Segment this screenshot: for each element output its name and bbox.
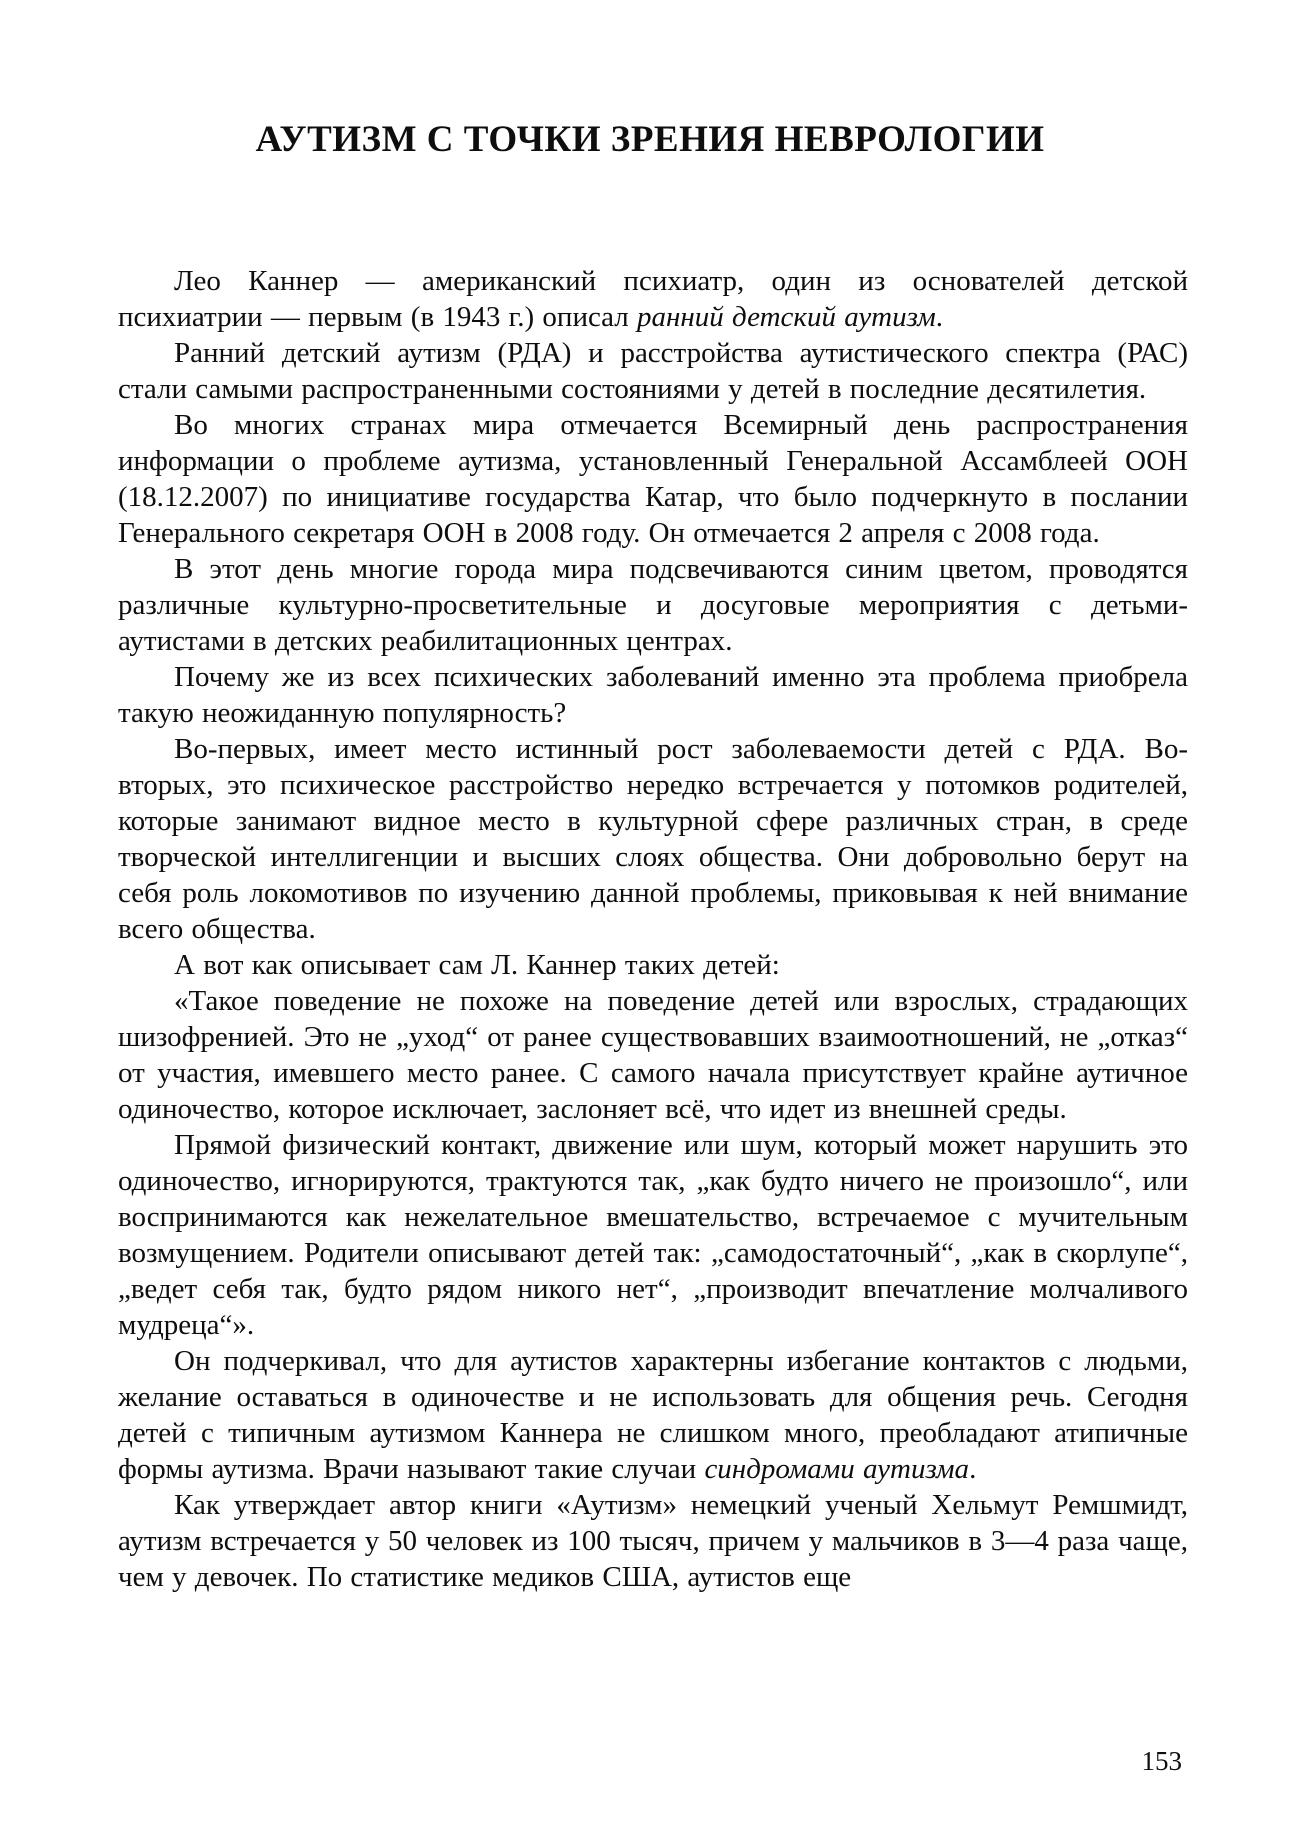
paragraph bbox=[118, 731, 1188, 947]
paragraph bbox=[118, 1343, 1188, 1487]
page-number: 153 bbox=[1141, 1746, 1182, 1776]
paragraph bbox=[118, 1127, 1188, 1343]
paragraph bbox=[118, 551, 1188, 659]
paragraph bbox=[118, 983, 1188, 1127]
paragraph bbox=[118, 263, 1188, 335]
text-segment: Он подчеркивал, что для аутистов характерны избегание контактов с людьми, желание оставаться в одиночестве и не использовать для общения речь. Сегодня детей с типичным аутизмом Каннера не слишком много, преобладают атипичные формы аутизма. Врачи называют такие случаи bbox=[118, 1345, 1188, 1485]
text-segment: А вот как описывает сам Л. Каннер таких детей: bbox=[174, 949, 780, 981]
text-segment: Прямой физический контакт, движение или шум, который может нарушить это одиночество, игнорируются, трактуются так, „как будто ничего не произошло“, или воспринимаются как нежелательное вмешательство, встречаемое с мучительным возмущением. Родители описывают детей так: „самодостаточный“, „как в скорлупе“, „ведет себя так, будто рядом никого нет“, „производит впечатление молчаливого мудреца“». bbox=[118, 1129, 1188, 1341]
text-segment: Во многих странах мира отмечается Всемирный день распространения информации о проблеме аутизма, установленный Генеральной Ассамблеей ООН (18.12.2007) по инициативе государства Катар, что было подчеркнуто в послании Генерального секретаря ООН в 2008 году. Он отмечается 2 апреля с 2008 года. bbox=[118, 409, 1188, 549]
text-segment: . bbox=[935, 301, 943, 333]
text-segment: В этот день многие города мира подсвечиваются синим цветом, проводятся различные культурно-просветительные и досуговые мероприятия с детьми-аутистами в детских реабилитационных центрах. bbox=[118, 553, 1188, 657]
text-segment: Почему же из всех психических заболеваний именно эта проблема приобрела такую неожиданную популярность? bbox=[118, 661, 1188, 729]
paragraph bbox=[118, 407, 1188, 551]
text-segment: Во-первых, имеет место истинный рост заболеваемости детей с РДА. Во-вторых, это психическое расстройство нередко встречается у потомков родителей, которые занимают видное место в культурной сфере различных стран, в среде творческой интеллигенции и высших слоях общества. Они добровольно берут на себя роль локомотивов по изучению данной проблемы, приковывая к ней внимание всего общества. bbox=[118, 733, 1188, 945]
italic-text: синдромами аутизма bbox=[704, 1453, 970, 1485]
italic-text: ранний детский аутизм bbox=[637, 301, 936, 333]
page-title: АУТИЗМ С ТОЧКИ ЗРЕНИЯ НЕВРОЛОГИИ bbox=[255, 119, 1045, 160]
text-segment: Ранний детский аутизм (РДА) и расстройства аутистического спектра (РАС) стали самыми распространенными состояниями у детей в последние десятилетия. bbox=[118, 337, 1188, 405]
body-text bbox=[118, 263, 1188, 1595]
text-segment: «Такое поведение не похоже на поведение детей или взрослых, страдающих шизофренией. Это не „уход“ от ранее существовавших взаимоотношений, не „отказ“ от участия, имевшего место ранее. С самого начала присутствует крайне аутичное одиночество, которое исключает, заслоняет всё, что идет из внешней среды. bbox=[118, 985, 1188, 1125]
paragraph bbox=[118, 659, 1188, 731]
paragraph bbox=[118, 335, 1188, 407]
paragraph bbox=[118, 1487, 1188, 1595]
text-segment: . bbox=[969, 1453, 977, 1485]
text-segment: Лео Каннер — американский психиатр, один из основателей детской психиатрии — первым (в 1943 г.) описал bbox=[118, 265, 1188, 333]
paragraph bbox=[118, 947, 1188, 983]
text-segment: Как утверждает автор книги «Аутизм» немецкий ученый Хельмут Ремшмидт, аутизм встречается у 50 человек из 100 тысяч, причем у мальчиков в 3—4 раза чаще, чем у девочек. По статистике медиков США, аутистов еще bbox=[118, 1489, 1188, 1593]
